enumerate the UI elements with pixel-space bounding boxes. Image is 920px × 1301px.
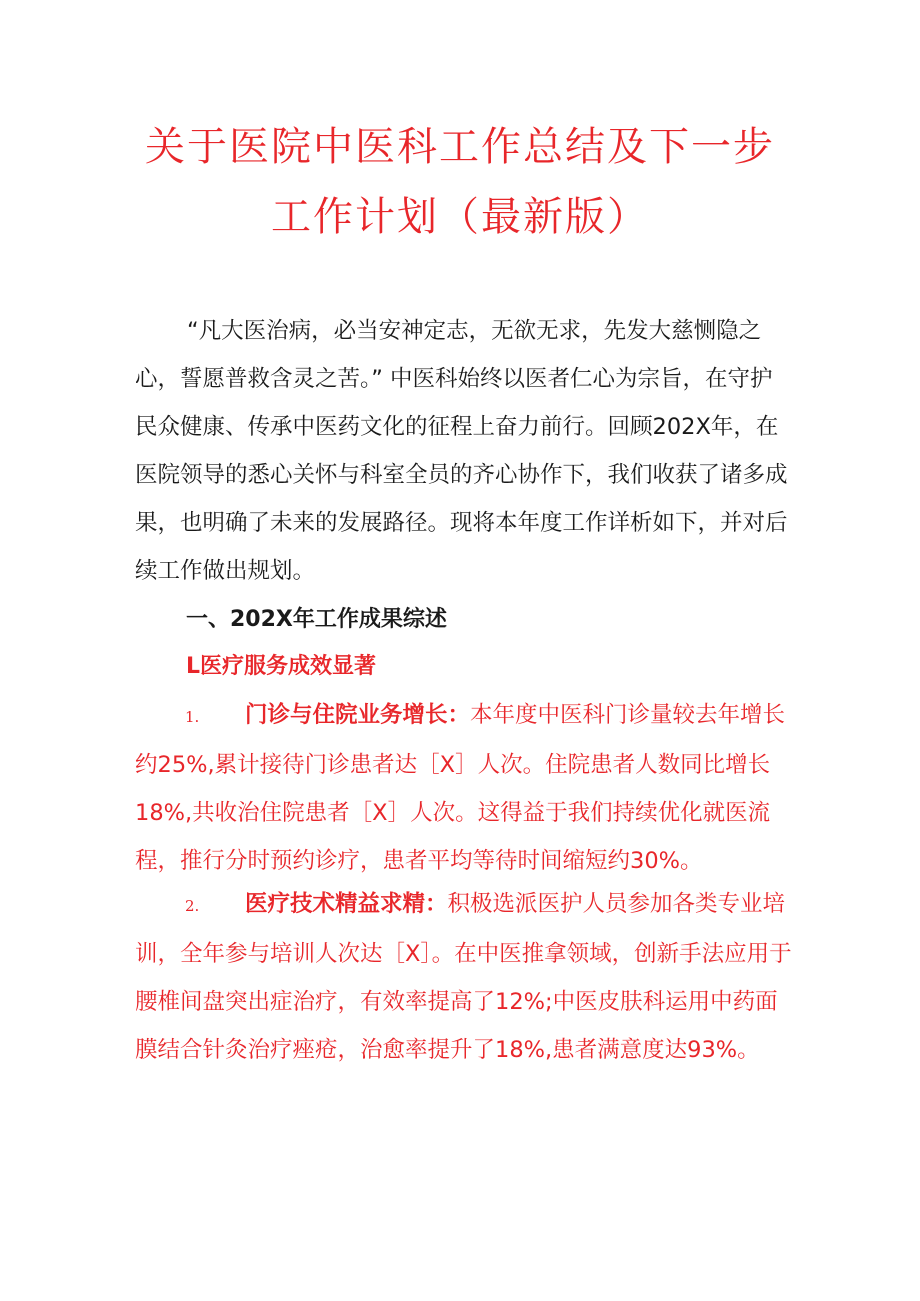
intro-paragraph xyxy=(135,307,795,595)
list-item-label: 门诊与住院业务增长： xyxy=(245,702,471,728)
document-title-line-1: 关于医院中医科工作总结及下一步 xyxy=(145,124,775,170)
subsection-heading: L医疗服务成效显著 xyxy=(186,654,377,679)
list-item-number: 1. xyxy=(185,708,200,726)
list-item-text: 积极选派医护人员参加各类专业培训，全年参与培训人次达［X］。在中医推拿领域，创新手法应用于腰椎间盘突出症治疗，有效率提高了12%;中医皮肤科运用中药面膜结合针灸治疗痤疮，治愈率提升了18%,患者满意度达93%。 xyxy=(135,891,792,1063)
document-title-line-2: 工作计划（最新版） xyxy=(271,194,649,240)
list-item-label: 医疗技术精益求精： xyxy=(245,891,448,917)
list-item-number: 2. xyxy=(185,897,200,915)
list-item xyxy=(135,880,795,1074)
list-item xyxy=(135,691,795,885)
list-item-text: 本年度中医科门诊量较去年增长约25%,累计接待门诊患者达［X］人次。住院患者人数同比增长18%,共收治住院患者［X］人次。这得益于我们持续优化就医流程，推行分时预约诊疗，患者平均等待时间缩短约30%。 xyxy=(135,702,786,874)
intro-text: “凡大医治病，必当安神定志，无欲无求，先发大慈恻隐之心，誓愿普救含灵之苦。” 中医科始终以医者仁心为宗旨，在守护民众健康、传承中医药文化的征程上奋力前行。回顾202X年，在医院领导的悉心关怀与科室全员的齐心协作下，我们收获了诸多成果，也明确了未来的发展路径。现将本年度工作详析如下，并对后续工作做出规划。 xyxy=(135,318,788,584)
section-heading: 一、202X年工作成果综述 xyxy=(186,607,447,632)
